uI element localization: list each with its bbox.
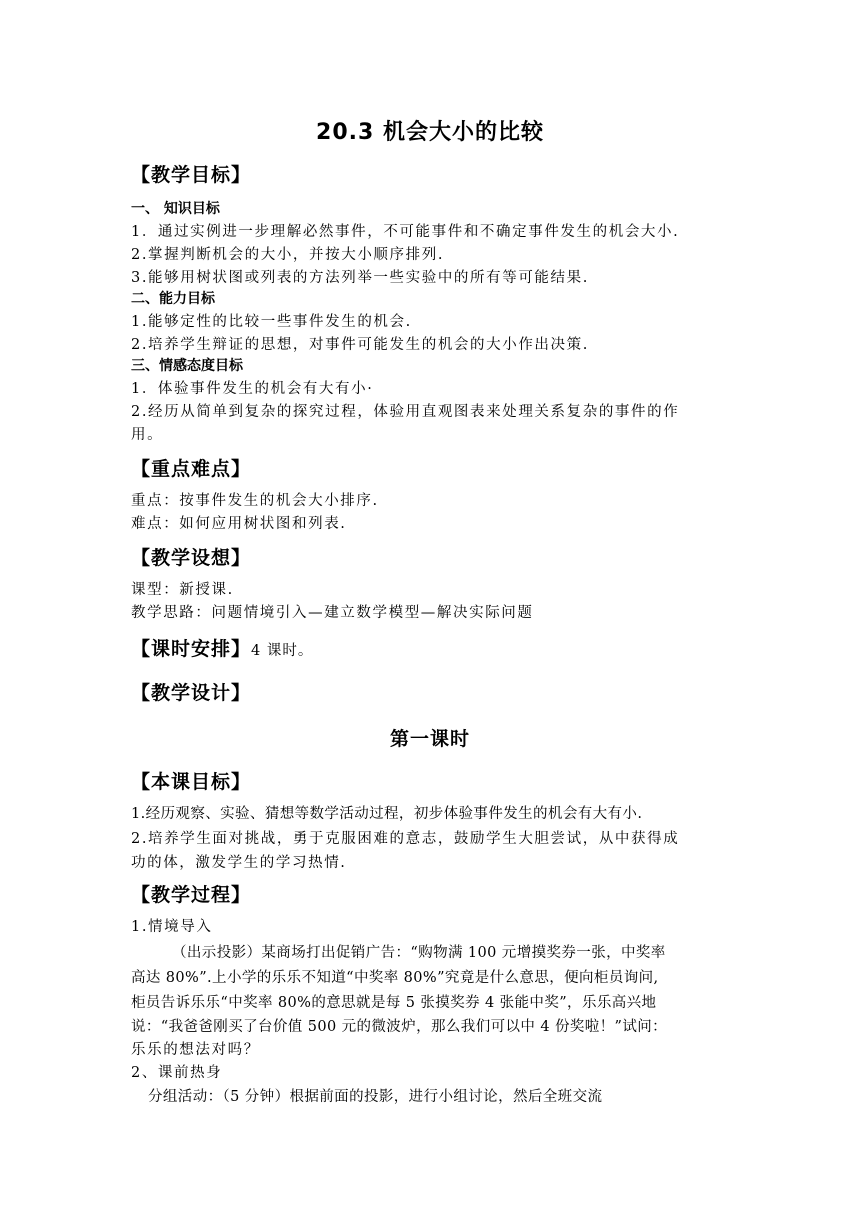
key-point-item: 难点：如何应用树状图和列表. bbox=[131, 516, 347, 532]
lesson-goal-item: 2.培养学生面对挑战，勇于克服困难的意志，鼓励学生大胆尝试，从中获得成 bbox=[131, 831, 680, 847]
schedule-text: 4 课时。 bbox=[251, 643, 314, 659]
attitude-heading: 三、情感态度目标 bbox=[131, 358, 243, 374]
process-item: 2、课前热身 bbox=[131, 1065, 223, 1081]
process-item: 说：“我爸爸刚买了台价值 500 元的微波炉，那么我们可以中 4 份奖啦！”试问： bbox=[131, 1019, 668, 1035]
lesson-one-heading: 第一课时 bbox=[389, 728, 470, 750]
schedule-heading: 【课时安排】 bbox=[131, 638, 252, 660]
lesson-goal-item: 功的体，激发学生的学习热情. bbox=[131, 855, 347, 871]
attitude-item: 1．体验事件发生的机会有大有小· bbox=[131, 381, 374, 397]
key-points-heading: 【重点难点】 bbox=[131, 458, 252, 480]
process-heading: 【教学过程】 bbox=[131, 884, 252, 906]
design-idea-item: 课型：新授课. bbox=[131, 582, 234, 598]
knowledge-item: 3.能够用树状图或列表的方法列举一些实验中的所有等可能结果. bbox=[131, 270, 589, 286]
lesson-goals-heading: 【本课目标】 bbox=[131, 771, 252, 793]
lesson-goal-item: 1.经历观察、实验、猜想等数学活动过程，初步体验事件发生的机会有大有小. bbox=[131, 806, 643, 822]
knowledge-heading: 一、 知识目标 bbox=[131, 201, 220, 217]
attitude-item: 2.经历从简单到复杂的探究过程，体验用直观图表来处理关系复杂的事件的作 bbox=[131, 404, 680, 420]
knowledge-item: 1．通过实例进一步理解必然事件，不可能事件和不确定事件发生的机会大小. bbox=[131, 224, 680, 240]
attitude-item: 用。 bbox=[131, 427, 164, 443]
process-item: （出示投影）某商场打出促销广告：“购物满 100 元增摸奖券一张，中奖率 bbox=[172, 945, 666, 961]
ability-heading: 二、能力目标 bbox=[131, 291, 215, 307]
design-idea-heading: 【教学设想】 bbox=[131, 547, 252, 569]
process-item: 分组活动：（5 分钟）根据前面的投影，进行小组讨论，然后全班交流 bbox=[148, 1089, 603, 1105]
document-title: 20.3 机会大小的比较 bbox=[316, 120, 544, 145]
ability-item: 1.能够定性的比较一些事件发生的机会. bbox=[131, 314, 412, 330]
key-point-item: 重点：按事件发生的机会大小排序. bbox=[131, 493, 379, 509]
knowledge-item: 2.掌握判断机会的大小，并按大小顺序排列. bbox=[131, 247, 445, 263]
objectives-heading: 【教学目标】 bbox=[131, 164, 252, 186]
design-idea-item: 教学思路：问题情境引入—建立数学模型—解决实际问题 bbox=[131, 605, 534, 621]
ability-item: 2.培养学生辩证的思想，对事件可能发生的机会的大小作出决策. bbox=[131, 337, 589, 353]
schedule-line bbox=[131, 634, 313, 661]
design-heading: 【教学设计】 bbox=[131, 682, 252, 704]
process-item: 柜员告诉乐乐“中奖率 80%的意思就是每 5 张摸奖券 4 张能中奖”，乐乐高兴地 bbox=[131, 995, 657, 1011]
process-item: 乐乐的想法对吗？ bbox=[131, 1042, 260, 1058]
process-item: 1.情境导入 bbox=[131, 919, 213, 935]
process-item: 高达 80%”.上小学的乐乐不知道“中奖率 80%”究竟是什么意思，便向柜员询问, bbox=[131, 970, 659, 986]
